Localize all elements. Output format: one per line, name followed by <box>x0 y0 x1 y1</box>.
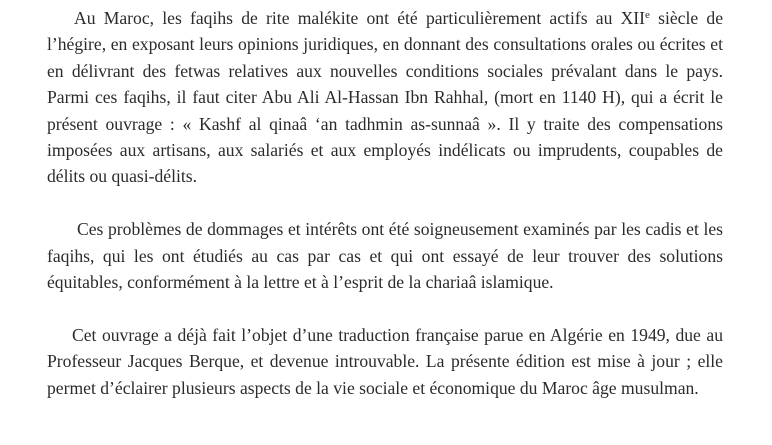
paragraph-1 <box>47 5 723 190</box>
paragraph-2: Ces problèmes de dommages et intérêts ont été soigneusement examinés par les cadis et les faqihs, qui les ont étudiés au cas par cas et qui ont essayé de leur trouver des solutions équitables, conformément à la lettre et à l’esprit de la chariaâ islamique. <box>47 219 723 293</box>
paragraph-1-text-end: siècle de l’hégire, en exposant leurs opinions juridiques, en donnant des consultations orales ou écrites et en délivrant des fetwas relatives aux nouvelles conditions sociales prévalant dans le pays. Parmi ces faqihs, il faut citer Abu Ali Al-Hassan Ibn Rahhal, (mort en 1140 H), qui a écrit le présent ouvrage : « Kashf al qinaâ ‘an tadhmin as-sunnaâ ». Il y traite des compensations imposées aux artisans, aux salariés et aux employés indélicats ou imprudents, coupables de délits ou quasi-délits. <box>47 8 723 187</box>
paragraph-1-text-start: Au Maroc, les faqihs de rite malékite ont été particulièrement actifs au XII <box>74 8 646 28</box>
document-page <box>47 5 723 427</box>
century-superscript: e <box>645 9 650 21</box>
paragraph-3: Cet ouvrage a déjà fait l’objet d’une traduction française parue en Algérie en 1949, due au Professeur Jacques Berque, et devenue introuvable. La présente édition est mise à jour ; elle permet d’éclairer plusieurs aspects de la vie sociale et économique du Maroc âge musulman. <box>47 324 723 398</box>
